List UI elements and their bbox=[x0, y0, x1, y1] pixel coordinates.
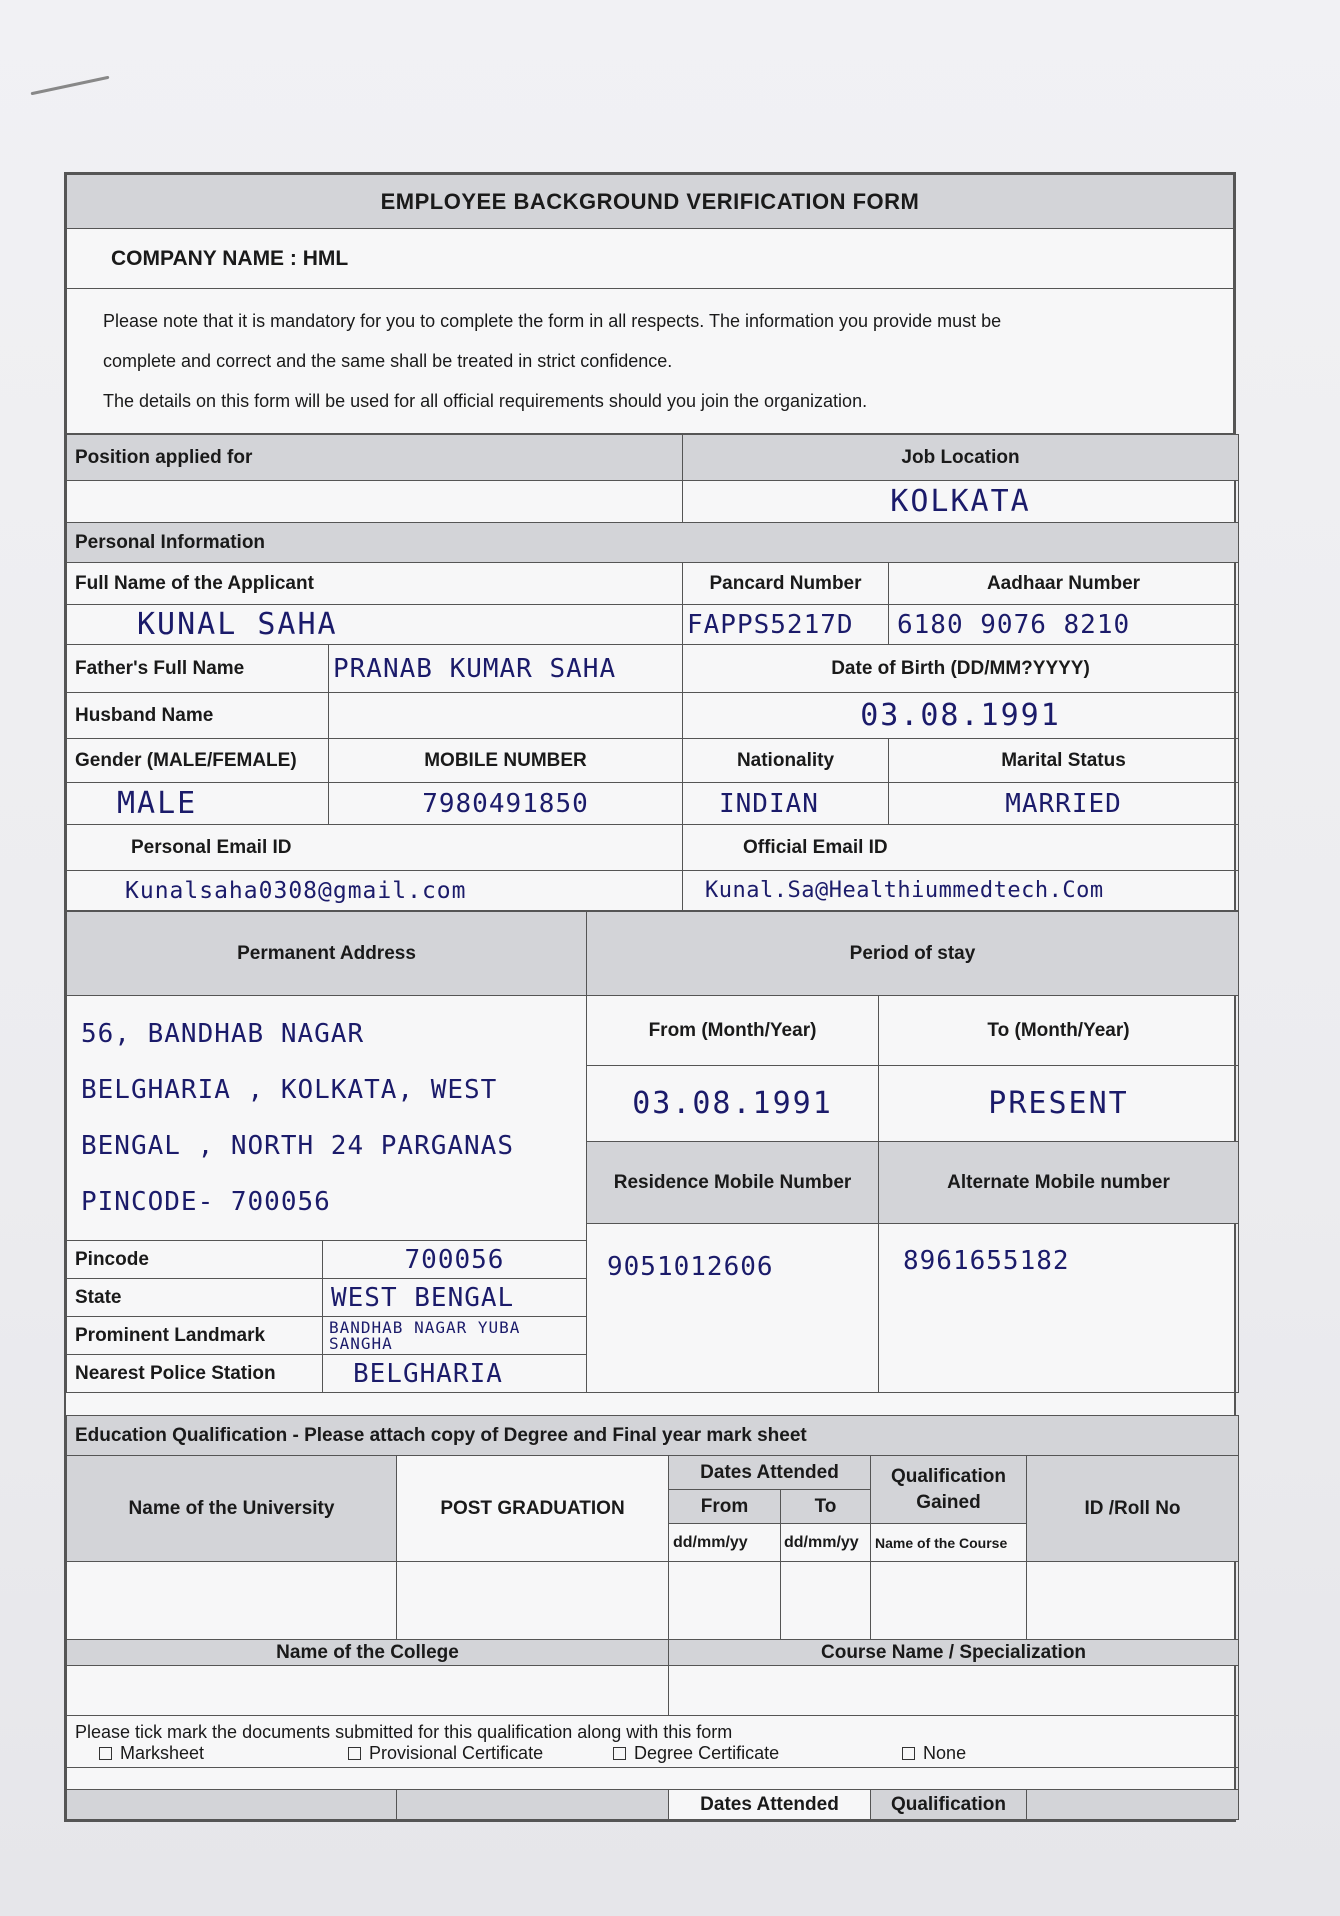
specialization-field[interactable] bbox=[669, 1666, 1239, 1716]
police-station-field[interactable]: BELGHARIA bbox=[323, 1355, 587, 1393]
nationality-label: Nationality bbox=[683, 739, 889, 783]
education-level-label: POST GRADUATION bbox=[397, 1456, 669, 1562]
option-degree-certificate[interactable]: Degree Certificate bbox=[613, 1743, 853, 1764]
university-field[interactable] bbox=[67, 1562, 397, 1640]
marital-status-label: Marital Status bbox=[889, 739, 1239, 783]
next-qualification-label: Qualification bbox=[871, 1790, 1027, 1820]
father-name-field[interactable]: PRANAB KUMAR SAHA bbox=[329, 645, 683, 693]
alternate-mobile-field[interactable]: 8961655182 bbox=[879, 1224, 1239, 1393]
gender-label: Gender (MALE/FEMALE) bbox=[67, 739, 329, 783]
note-line: The details on this form will be used for all official requirements should you join the organization. bbox=[103, 391, 868, 411]
to-date-label: To (Month/Year) bbox=[879, 996, 1239, 1066]
option-provisional-certificate[interactable]: Provisional Certificate bbox=[348, 1743, 564, 1764]
address-line: BENGAL , NORTH 24 PARGANAS bbox=[81, 1131, 514, 1161]
state-label: State bbox=[67, 1279, 323, 1317]
from-format: dd/mm/yy bbox=[669, 1524, 781, 1562]
course-field[interactable] bbox=[871, 1562, 1027, 1640]
specialization-label: Course Name / Specialization bbox=[669, 1640, 1239, 1666]
address-line: PINCODE- 700056 bbox=[81, 1187, 331, 1217]
to-label: To bbox=[781, 1490, 871, 1524]
form-title: EMPLOYEE BACKGROUND VERIFICATION FORM bbox=[67, 175, 1234, 229]
job-location-field[interactable]: KOLKATA bbox=[683, 481, 1239, 523]
landmark-label: Prominent Landmark bbox=[67, 1317, 323, 1355]
dob-field[interactable]: 03.08.1991 bbox=[683, 693, 1239, 739]
full-name-label: Full Name of the Applicant bbox=[67, 563, 683, 605]
gender-field[interactable]: MALE bbox=[67, 783, 329, 825]
option-marksheet[interactable]: Marksheet bbox=[99, 1743, 299, 1764]
aadhaar-label: Aadhaar Number bbox=[889, 563, 1239, 605]
from-date-field[interactable]: 03.08.1991 bbox=[587, 1066, 879, 1142]
verification-form bbox=[64, 172, 1236, 1822]
mobile-label: MOBILE NUMBER bbox=[329, 739, 683, 783]
full-name-field[interactable]: KUNAL SAHA bbox=[67, 605, 683, 645]
from-date-label: From (Month/Year) bbox=[587, 996, 879, 1066]
checkbox-icon[interactable] bbox=[348, 1747, 361, 1760]
education-table bbox=[66, 1415, 1239, 1820]
roll-no-field[interactable] bbox=[1027, 1562, 1239, 1640]
pencil-mark bbox=[31, 76, 110, 96]
post-graduation-field[interactable] bbox=[397, 1562, 669, 1640]
landmark-field[interactable]: BANDHAB NAGAR YUBA SANGHA bbox=[323, 1317, 587, 1355]
job-location-label: Job Location bbox=[683, 435, 1239, 481]
form-instructions bbox=[67, 289, 1234, 434]
course-name-label: Name of the Course bbox=[871, 1524, 1027, 1562]
qualification-gained-label: Qualification Gained bbox=[871, 1456, 1027, 1524]
address-table bbox=[66, 911, 1239, 1393]
to-format: dd/mm/yy bbox=[781, 1524, 871, 1562]
checkbox-row bbox=[75, 1743, 1230, 1764]
nationality-field[interactable]: INDIAN bbox=[683, 783, 889, 825]
permanent-address-field[interactable] bbox=[67, 996, 587, 1241]
roll-no-label: ID /Roll No bbox=[1027, 1456, 1239, 1562]
state-field[interactable]: WEST BENGAL bbox=[323, 1279, 587, 1317]
husband-name-field[interactable] bbox=[329, 693, 683, 739]
marital-status-field[interactable]: MARRIED bbox=[889, 783, 1239, 825]
from-label: From bbox=[669, 1490, 781, 1524]
personal-email-label: Personal Email ID bbox=[67, 825, 683, 871]
personal-info-table bbox=[66, 434, 1239, 911]
documents-checklist bbox=[67, 1716, 1239, 1768]
to-date-field[interactable]: PRESENT bbox=[879, 1066, 1239, 1142]
checkbox-icon[interactable] bbox=[902, 1747, 915, 1760]
from-field[interactable] bbox=[669, 1562, 781, 1640]
pincode-field[interactable]: 700056 bbox=[323, 1241, 587, 1279]
university-label: Name of the University bbox=[67, 1456, 397, 1562]
residence-mobile-field[interactable]: 9051012606 bbox=[587, 1224, 879, 1393]
checkbox-icon[interactable] bbox=[613, 1747, 626, 1760]
note-line: complete and correct and the same shall be treated in strict confidence. bbox=[103, 351, 673, 371]
position-field[interactable] bbox=[67, 481, 683, 523]
pincode-label: Pincode bbox=[67, 1241, 323, 1279]
next-level-header bbox=[397, 1790, 669, 1820]
college-label: Name of the College bbox=[67, 1640, 669, 1666]
section-gap bbox=[66, 1393, 1234, 1415]
tick-instruction: Please tick mark the documents submitted for this qualification along with this form bbox=[75, 1721, 733, 1742]
college-field[interactable] bbox=[67, 1666, 669, 1716]
address-line: BELGHARIA , KOLKATA, WEST bbox=[81, 1075, 498, 1105]
next-dates-attended-label: Dates Attended bbox=[669, 1790, 871, 1820]
pan-label: Pancard Number bbox=[683, 563, 889, 605]
dates-attended-label: Dates Attended bbox=[669, 1456, 871, 1490]
official-email-field[interactable]: Kunal.Sa@Healthiummedtech.Com bbox=[683, 871, 1239, 911]
next-university-header bbox=[67, 1790, 397, 1820]
husband-name-label: Husband Name bbox=[67, 693, 329, 739]
form-header-table bbox=[66, 174, 1234, 434]
to-field[interactable] bbox=[781, 1562, 871, 1640]
note-line: Please note that it is mandatory for you to complete the form in all respects. The information you provide must be bbox=[103, 311, 1002, 331]
education-heading: Education Qualification - Please attach copy of Degree and Final year mark sheet bbox=[67, 1416, 1239, 1456]
personal-info-heading: Personal Information bbox=[67, 523, 1239, 563]
mobile-field[interactable]: 7980491850 bbox=[329, 783, 683, 825]
alternate-mobile-label: Alternate Mobile number bbox=[879, 1142, 1239, 1224]
residence-mobile-label: Residence Mobile Number bbox=[587, 1142, 879, 1224]
position-label: Position applied for bbox=[67, 435, 683, 481]
dob-label: Date of Birth (DD/MM?YYYY) bbox=[683, 645, 1239, 693]
checkbox-icon[interactable] bbox=[99, 1747, 112, 1760]
address-line: 56, BANDHAB NAGAR bbox=[81, 1019, 365, 1049]
permanent-address-label: Permanent Address bbox=[67, 912, 587, 996]
option-none[interactable]: None bbox=[902, 1743, 966, 1764]
next-roll-header bbox=[1027, 1790, 1239, 1820]
company-name: COMPANY NAME : HML bbox=[67, 229, 1234, 289]
police-station-label: Nearest Police Station bbox=[67, 1355, 323, 1393]
father-name-label: Father's Full Name bbox=[67, 645, 329, 693]
period-of-stay-label: Period of stay bbox=[587, 912, 1239, 996]
personal-email-field[interactable]: Kunalsaha0308@gmail.com bbox=[67, 871, 683, 911]
official-email-label: Official Email ID bbox=[683, 825, 1239, 871]
spacer-row bbox=[67, 1768, 1239, 1790]
pan-field[interactable]: FAPPS5217D bbox=[683, 605, 889, 645]
aadhaar-field[interactable]: 6180 9076 8210 bbox=[889, 605, 1239, 645]
